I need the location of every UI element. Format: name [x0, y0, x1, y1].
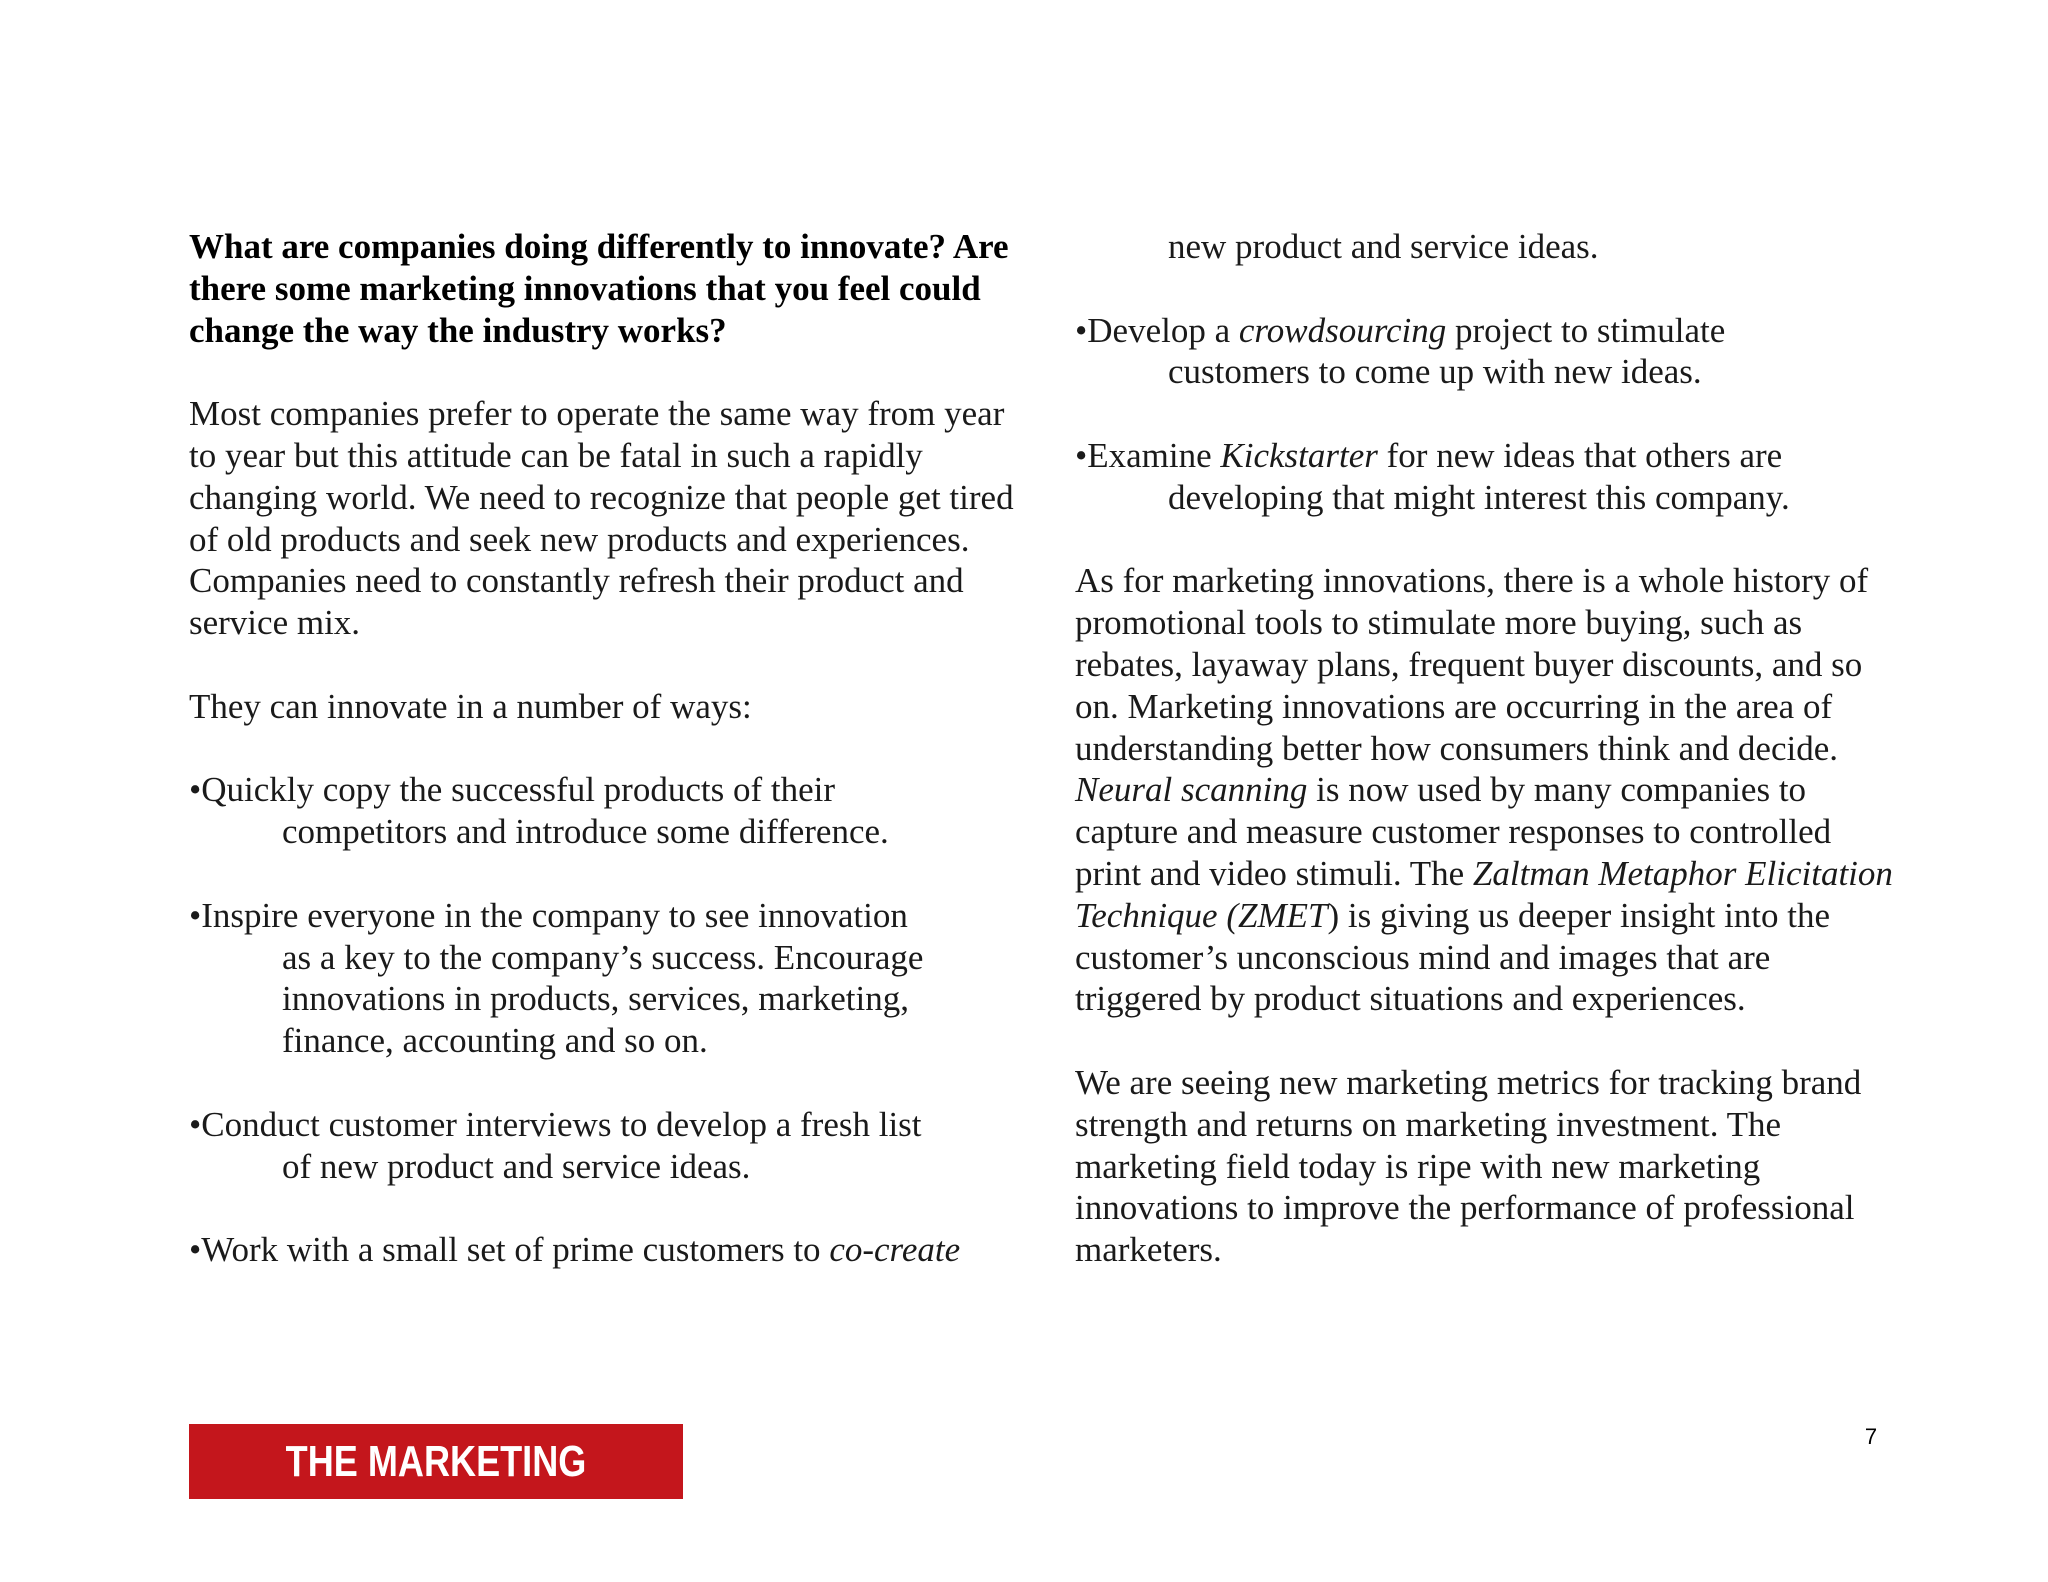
interview-question: What are companies doing differently to innovate? Are there some marketing innovations that you feel could change the way the industry works?	[189, 227, 1009, 350]
paragraph-text: is now used by many companies to capture and measure customer responses to controlled print and video stimuli. The	[1075, 770, 1832, 893]
italic-term: Neural scanning	[1075, 770, 1308, 810]
bullet-item-customer-interviews	[189, 1104, 1019, 1188]
intro-paragraph: Most companies prefer to operate the same way from year to year but this attitude can be fatal in such a rapidly changing world. We need to recognize that people get tired of old products and seek new products and experiences. Companies need to constantly refresh their product and service mix.	[189, 394, 1014, 643]
bullet-text: Develop a	[1087, 310, 1239, 350]
bullet-glyph: •	[1075, 310, 1088, 350]
ways-intro: They can innovate in a number of ways:	[189, 686, 752, 726]
bullet-item-copy-products	[189, 769, 1019, 853]
marketing-innovations-paragraph	[1075, 560, 1905, 1020]
bullet-continuation: competitors and introduce some difference.	[282, 812, 889, 852]
bullet-item-crowdsourcing	[1075, 310, 1905, 394]
bullet-glyph: •	[1075, 435, 1088, 475]
bullet-text: Examine	[1087, 435, 1221, 475]
logo-text: THE MARKETING JOURNAL	[285, 1437, 587, 1561]
bullet-item-co-create	[189, 1229, 1019, 1271]
page-number: 7	[1864, 1424, 1878, 1449]
bullet-text: for new ideas that others are	[1377, 435, 1783, 475]
bullet-text: Inspire everyone in the company to see innovation	[201, 895, 908, 935]
bullet-italic-term: Kickstarter	[1220, 435, 1378, 475]
bullet-glyph: •	[189, 895, 202, 935]
bullet-item-inspire-everyone	[189, 895, 1019, 1062]
bullet-item-kickstarter	[1075, 435, 1905, 519]
left-column	[189, 226, 1019, 1271]
metrics-paragraph: We are seeing new marketing metrics for tracking brand strength and returns on marketing investment. The marketing field today is ripe with new marketing innovations to improve the performance of professional marketers.	[1075, 1062, 1862, 1270]
paragraph-text: ) is giving us deeper insight into the customer’s unconscious mind and images that are triggered by product situations and experiences.	[1075, 895, 1831, 1019]
bullet-text: project to stimulate	[1446, 310, 1726, 350]
paragraph-text: As for marketing innovations, there is a whole history of promotional tools to stimulate more buying, such as rebates, layaway plans, frequent buyer discounts, and so on. Marketing innovations are occurring in the area of understanding better how consumers think and decide.	[1075, 561, 1869, 768]
bullet-text: Work with a small set of prime customers to	[201, 1230, 830, 1270]
bullet-continuation: developing that might interest this company.	[1168, 477, 1790, 517]
italic-term: Zaltman Metaphor Elicitation Technique (ZMET	[1075, 853, 1893, 935]
bullet-text: Conduct customer interviews to develop a fresh list	[201, 1104, 922, 1144]
marketing-journal-logo	[189, 1424, 683, 1561]
bullet-continuation: as a key to the company’s success. Encourage innovations in products, services, marketing, finance, accounting and so on.	[282, 937, 924, 1061]
bullet-italic-term: co-create	[829, 1230, 961, 1270]
right-column	[1075, 226, 1905, 1271]
bullet-continuation: customers to come up with new ideas.	[1168, 352, 1702, 392]
bullet-glyph: •	[189, 1104, 202, 1144]
bullet-continuation: new product and service ideas.	[1168, 227, 1599, 266]
bullet-italic-term: crowdsourcing	[1238, 310, 1447, 350]
bullet-glyph: •	[189, 1230, 202, 1270]
bullet-glyph: •	[189, 770, 202, 810]
bullet-continuation: of new product and service ideas.	[282, 1146, 751, 1186]
bullet-text: Quickly copy the successful products of their	[201, 770, 835, 810]
